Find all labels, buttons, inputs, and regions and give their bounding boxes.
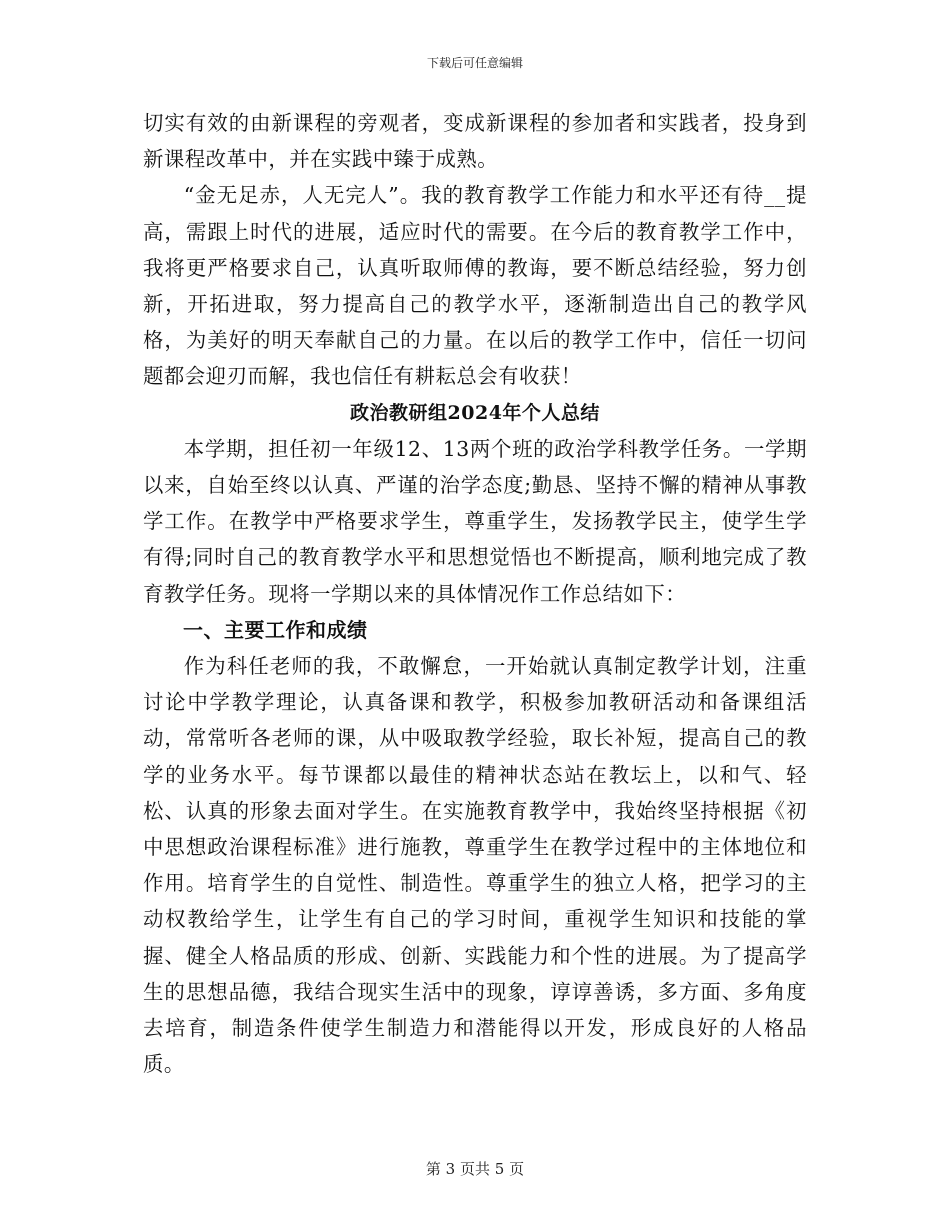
paragraph-conclusion: “金无足赤，人无完人”。我的教育教学工作能力和水平还有待__提高，需跟上时代的进展，适应时代的需要。在今后的教育教学工作中，我将更严格要求自己，认真听取师傅的教诲，要不断总结经验，努力创新，开拓进取，努力提高自己的教学水平，逐渐制造出自己的教学风格，为美好的明天奉献自己的力量。在以后的教学工作中，信任一切问题都会迎刃而解，我也信任有耕耘总会有收获！ <box>143 183 807 389</box>
paragraph-continuation: 切实有效的由新课程的旁观者，变成新课程的参加者和实践者，投身到新课程改革中，并在实践中臻于成熟。 <box>143 111 807 172</box>
document-body <box>143 105 807 1082</box>
page-header: 下载后可任意编辑 <box>426 56 523 70</box>
subheading-main-work: 一、主要工作和成绩 <box>183 617 368 642</box>
paragraph-main-work: 作为科任老师的我，不敢懈怠，一开始就认真制定教学计划，注重讨论中学教学理论，认真备课和教学，积极参加教研活动和备课组活动，常常听各老师的课，从中吸取教学经验，取长补短，提高自己的教学的业务水平。每节课都以最佳的精神状态站在教坛上，以和气、轻松、认真的形象去面对学生。在实施教育教学中，我始终坚持根据《初中思想政治课程标准》进行施教，尊重学生在教学过程中的主体地位和作用。培育学生的自觉性、制造性。尊重学生的独立人格，把学习的主动权教给学生，让学生有自己的学习时间，重视学生知识和技能的掌握、健全人格品质的形成、创新、实践能力和个性的进展。为了提高学生的思想品德，我结合现实生活中的现象，谆谆善诱，多方面、多角度去培育，制造条件使学生制造力和潜能得以开发，形成良好的人格品质。 <box>143 654 807 1077</box>
section-title: 政治教研组2024年个人总结 <box>350 401 600 424</box>
paragraph-intro: 本学期，担任初一年级12、13两个班的政治学科教学任务。一学期以来，自始至终以认真、严谨的治学态度;勤恳、坚持不懈的精神从事教学工作。在教学中严格要求学生，尊重学生，发扬教学民主，使学生学有得;同时自己的教育教学水平和思想觉悟也不断提高，顺利地完成了教育教学任务。现将一学期以来的具体情况作工作总结如下： <box>143 436 807 606</box>
page-footer: 第 3 页共 5 页 <box>425 1160 525 1178</box>
